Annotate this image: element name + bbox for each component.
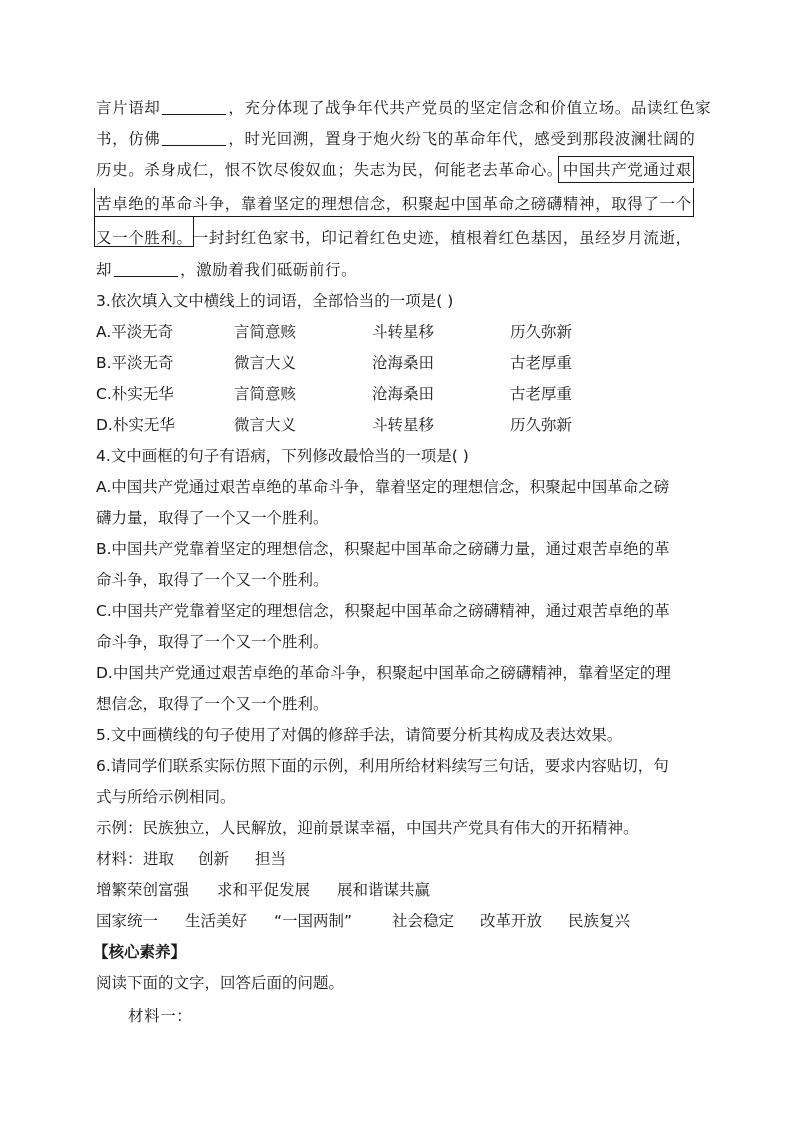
boxed-sentence-end: 又一个胜利。 [96, 229, 193, 247]
q3-option-d-4: 历久弥新 [510, 416, 573, 434]
sentence-box-middle [94, 188, 694, 217]
q6-row2-item-1: 增繁荣创富强 [96, 881, 190, 899]
q6-example: 示例：民族独立，人民解放，迎前景谋幸福，中国共产党具有伟大的开拓精神。 [96, 819, 639, 837]
q4-option-d-line-1[interactable]: D.中国共产党通过艰苦卓绝的革命斗争，积聚起中国革命之磅礴精神，靠着坚定的理 [96, 664, 671, 682]
q3-stem: 3.依次填入文中横线上的词语，全部恰当的一项是( ) [96, 292, 454, 310]
q3-option-d-1[interactable]: D.朴实无华 [96, 416, 175, 434]
q3-option-a-2: 言简意赅 [234, 323, 297, 341]
boxed-sentence-middle: 苦卓绝的革命斗争，靠着坚定的理想信念，积聚起中国革命之磅礴精神，取得了一个 [96, 195, 692, 213]
q3-option-b-1[interactable]: B.平淡无奇 [96, 354, 174, 372]
q5-stem: 5.文中画横线的句子使用了对偶的修辞手法，请简要分析其构成及表达效果。 [96, 726, 623, 744]
q3-option-b-2: 微言大义 [234, 354, 297, 372]
q3-option-c-4: 古老厚重 [510, 385, 573, 403]
passage-line-2: 书，仿佛 ，时光回溯，置身于炮火纷飞的革命年代，感受到那段波澜壮阔的 [96, 130, 696, 148]
sentence-box-bottom [94, 216, 194, 247]
q3-option-c-1[interactable]: C.朴实无华 [96, 385, 174, 403]
q6-row3-item-2: 生活美好 [185, 912, 248, 930]
q3-option-d-3: 斗转星移 [372, 416, 435, 434]
fill-blank-2[interactable] [162, 131, 226, 146]
q4-option-c-line-2: 命斗争，取得了一个又一个胜利。 [96, 633, 329, 651]
q6-row3-item-3: “一国两制” [274, 912, 353, 930]
q6-row2-item-2: 求和平促发展 [217, 881, 311, 899]
q4-option-a-line-2: 礴力量，取得了一个又一个胜利。 [96, 509, 329, 527]
q4-option-c-line-1[interactable]: C.中国共产党靠着坚定的理想信念，积聚起中国革命之磅礴精神，通过艰苦卓绝的革 [96, 602, 670, 620]
q3-option-c-3: 沧海桑田 [372, 385, 435, 403]
q3-option-a-3: 斗转星移 [372, 323, 435, 341]
q6-stem-line-2: 式与所给示例相同。 [96, 788, 236, 806]
q3-option-c-2: 言简意赅 [234, 385, 297, 403]
q6-row3-item-4: 社会稳定 [392, 912, 455, 930]
q6-stem-line-1: 6.请同学们联系实际仿照下面的示例，利用所给材料续写三句话，要求内容贴切，句 [96, 757, 669, 775]
material-one-label: 材料一： [128, 1007, 193, 1025]
boxed-sentence-start: 中国共产党通过艰 [562, 161, 692, 179]
q6-row3-item-6: 民族复兴 [568, 912, 631, 930]
passage-line-1: 言片语却 ，充分体现了战争年代共产党员的坚定信念和价值立场。品读红色家 [96, 99, 712, 117]
passage-line-3: 历史。杀身成仁，恨不饮尽俊奴血；失志为民，何能老去革命心。中国共产党通过艰 [96, 161, 692, 179]
section-intro: 阅读下面的文字，回答后面的问题。 [96, 974, 345, 992]
passage-line-6: 却 ，激励着我们砥砺前行。 [96, 261, 358, 279]
q6-material-label: 材料： [96, 850, 143, 868]
q6-material-1: 进取 [143, 850, 175, 868]
q6-row3-item-1: 国家统一 [96, 912, 159, 930]
q3-option-b-4: 古老厚重 [510, 354, 573, 372]
q4-stem: 4.文中画框的句子有语病，下列修改最恰当的一项是( ) [96, 447, 469, 465]
q3-option-d-2: 微言大义 [234, 416, 297, 434]
fill-blank-1[interactable] [162, 100, 226, 115]
q3-option-a-1[interactable]: A.平淡无奇 [96, 323, 174, 341]
q3-option-b-3: 沧海桑田 [372, 354, 435, 372]
q6-row3-item-5: 改革开放 [480, 912, 543, 930]
passage-line-5: 又一个胜利。一封封红色家书，印记着红色史迹，植根着红色基因，虽经岁月流逝， [96, 229, 692, 247]
q4-option-a-line-1[interactable]: A.中国共产党通过艰苦卓绝的革命斗争，靠着坚定的理想信念，积聚起中国革命之磅 [96, 478, 670, 496]
q4-option-d-line-2: 想信念，取得了一个又一个胜利。 [96, 695, 329, 713]
q6-material-2: 创新 [198, 850, 230, 868]
sentence-box-top [558, 156, 694, 183]
q4-option-b-line-2: 命斗争，取得了一个又一个胜利。 [96, 571, 329, 589]
q4-option-b-line-1[interactable]: B.中国共产党靠着坚定的理想信念，积聚起中国革命之磅礴力量，通过艰苦卓绝的革 [96, 540, 670, 558]
section-heading: 【核心素养】 [93, 943, 187, 961]
q6-row2-item-3: 展和谐谋共赢 [337, 881, 431, 899]
q6-material-3: 担当 [255, 850, 287, 868]
q3-option-a-4: 历久弥新 [510, 323, 573, 341]
fill-blank-3[interactable] [114, 262, 178, 277]
